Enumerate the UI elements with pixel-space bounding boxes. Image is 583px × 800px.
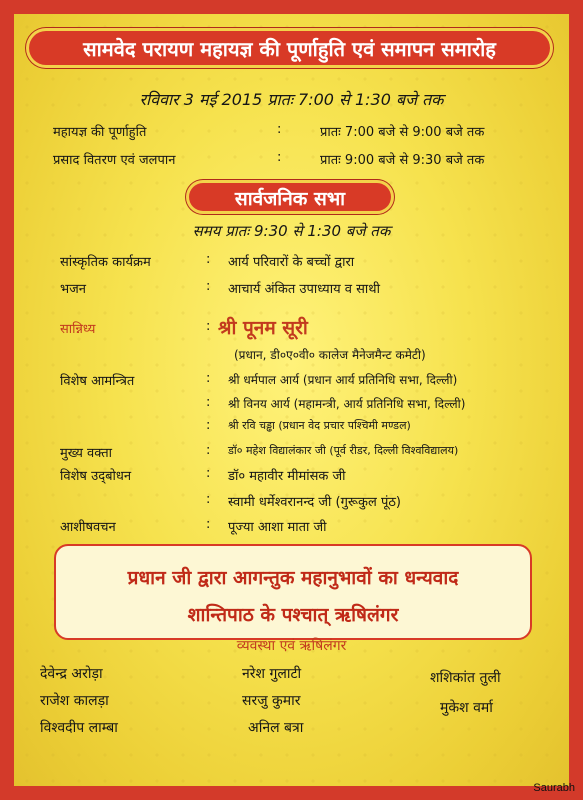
special-guest: श्री रवि चड्ढा (प्रधान वेद प्रचार पश्चिमी मण्डल) [228,419,411,432]
program-separator: : [206,252,211,267]
program-separator: : [206,517,211,532]
arrangement-title: व्यवस्था एवं ऋषिलंगर [236,638,347,654]
program-value: आचार्य अंकित उपाध्याय व साथी [228,282,380,297]
organizer-name: मुकेश वर्मा [440,700,493,716]
program-label: सांस्कृतिक कार्यक्रम [60,255,151,270]
program-value: स्वामी धर्मेश्वरानन्द जी (गुरूकुल पूंठ) [228,495,401,510]
organizer-name: अनिल बत्रा [248,720,304,736]
program-label: भजन [60,282,87,297]
special-guest: श्री धर्मपाल आर्य (प्रधान आर्य प्रतिनिधि सभा, दिल्ली) [228,373,458,387]
presence-name: श्री पूनम सूरी [218,317,308,339]
section-title: सार्वजनिक सभा [234,188,346,210]
program-separator: : [206,418,211,433]
event-date-line: रविवार 3 मई 2015 प्रातः 7:00 से 1:30 बजे तक [139,90,444,109]
program-separator: : [206,443,211,458]
program-separator: : [206,492,211,507]
schedule-item-time: प्रातः 9:00 बजे से 9:30 बजे तक [320,153,485,168]
presence-title: (प्रधान, डी०ए०वी० कालेज मैनेजमैन्ट कमेटी) [234,348,426,362]
section-banner [186,180,394,214]
program-label: सान्निध्य [60,322,96,337]
schedule-item-label: प्रसाद वितरण एवं जलपान [53,153,176,168]
organizer-name: सरजु कुमार [242,693,301,709]
organizer-name: देवेन्द्र अरोड़ा [40,666,103,682]
schedule-item-label: महायज्ञ की पूर्णाहुति [53,125,147,140]
program-separator: : [206,371,211,386]
card-inner-panel [14,14,569,786]
thanks-line: प्रधान जी द्वारा आगन्तुक महानुभावों का धन्यवाद [127,567,459,589]
program-separator: : [206,395,211,410]
event-title: सामवेद परायण महायज्ञ की पूर्णाहुति एवं समापन समारोह [83,37,496,61]
program-label: विशेष उद्‌बोधन [60,469,132,484]
program-separator: : [206,279,211,294]
program-value: आर्य परिवारों के बच्चों द्वारा [228,255,355,270]
organizer-name: राजेश कालड़ा [40,693,109,709]
program-label: मुख्य वक्ता [60,446,113,461]
program-value: डॉ० महावीर मीमांसक जी [228,469,346,484]
program-separator: : [206,319,211,334]
organizer-name: शशिकांत तुली [430,670,501,686]
organizer-name: नरेश गुलाटी [242,666,302,682]
thanks-line: शान्तिपाठ के पश्चात् ऋषिलंगर [187,604,399,626]
program-value: पूज्या आशा माता जी [228,520,327,535]
schedule-separator: : [277,150,282,165]
title-banner [26,28,553,68]
program-label: आशीषवचन [60,520,116,535]
schedule-separator: : [277,122,282,137]
schedule-item-time: प्रातः 7:00 बजे से 9:00 बजे तक [320,125,485,140]
program-value: डॉ० महेश विद्यालंकार जी (पूर्व रीडर, दिल्ली विश्वविद्यालय) [228,444,459,457]
watermark: Saurabh [533,782,575,794]
special-guest: श्री विनय आर्य (महामन्त्री, आर्य प्रतिनिधि सभा, दिल्ली) [228,397,466,411]
organizer-name: विश्वदीप लाम्बा [40,720,118,736]
thanks-box [54,544,532,640]
program-separator: : [206,466,211,481]
program-label: विशेष आमन्त्रित [60,374,135,389]
section-time: समय प्रातः 9:30 से 1:30 बजे तक [192,222,391,240]
